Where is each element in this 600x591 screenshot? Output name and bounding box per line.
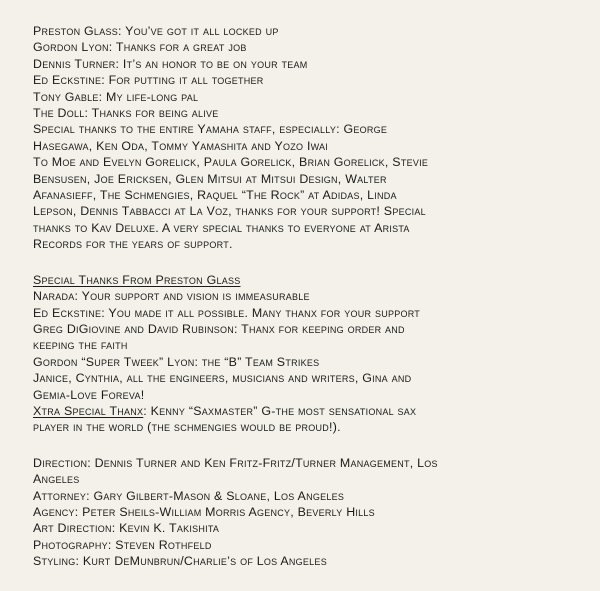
- credit-line: Attorney: Gary Gilbert-Mason & Sloane, Los Angeles: [33, 488, 345, 503]
- xtra-special-thanx-line: [33, 403, 580, 419]
- thanks-line: Records for the years of support.: [33, 237, 233, 252]
- thanks-line: To Moe and Evelyn Gorelick, Paula Gorelick, Brian Gorelick, Stevie: [33, 155, 429, 170]
- thanks-line: Gemia-Love Foreva!: [33, 387, 145, 402]
- credit-line: Direction: Dennis Turner and Ken Fritz-Fritz/Turner Management, Los: [33, 455, 438, 470]
- thanks-line: Dennis Turner: It’s an honor to be on your team: [33, 56, 308, 71]
- thanks-line: Ed Eckstine: You made it all possible. Many thanx for your support: [33, 305, 421, 320]
- thanks-section: [33, 23, 580, 253]
- preston-glass-thanks-section: [33, 272, 580, 436]
- thanks-line: Greg DiGiovine and David Rubinson: Thanx for keeping order and: [33, 321, 405, 336]
- thanks-line: Special thanks to the entire Yamaha staff, especially: George: [33, 122, 388, 137]
- thanks-line: The Doll: Thanks for being alive: [33, 106, 219, 121]
- section-heading: Special Thanks From Preston Glass: [33, 272, 241, 287]
- thanks-line: Tony Gable: My life-long pal: [33, 89, 199, 104]
- thanks-line: Bensusen, Joe Ericksen, Glen Mitsui at Mitsui Design, Walter: [33, 171, 387, 186]
- thanks-line: keeping the faith: [33, 338, 128, 353]
- thanks-line: Narada: Your support and vision is immeasurable: [33, 289, 310, 304]
- thanks-line: Hasegawa, Ken Oda, Tommy Yamashita and Yozo Iwai: [33, 138, 329, 153]
- thanks-line: thanks to Kav Deluxe. A very special thanks to everyone at Arista: [33, 220, 410, 235]
- credit-line: Art Direction: Kevin K. Takishita: [33, 521, 220, 536]
- xtra-special-thanx-text: : Kenny “Saxmaster” G-the most sensational sax: [143, 403, 417, 418]
- credits-section: [33, 455, 580, 570]
- thanks-line: Lepson, Dennis Tabbacci at La Voz, thanks for your support! Special: [33, 204, 426, 219]
- credit-line: Styling: Kurt DeMunbrun/Charlie’s of Los Angeles: [33, 554, 327, 569]
- thanks-line: Preston Glass: You’ve got it all locked up: [33, 24, 279, 38]
- thanks-line: Afanasieff, The Schmengies, Raquel “The Rock” at Adidas, Linda: [33, 188, 397, 203]
- thanks-line: Gordon “Super Tweek” Lyon: the “B” Team Strikes: [33, 354, 320, 369]
- thanks-line: Gordon Lyon: Thanks for a great job: [33, 40, 247, 55]
- thanks-line: Janice, Cynthia, all the engineers, musicians and writers, Gina and: [33, 371, 412, 386]
- credit-line: Angeles: [33, 472, 80, 487]
- thanks-line: player in the world (the schmengies would be proud!).: [33, 420, 341, 435]
- thanks-line: Ed Eckstine: For putting it all together: [33, 73, 264, 88]
- xtra-special-thanx-label: Xtra Special Thanx: [33, 403, 144, 418]
- credit-line: Photography: Steven Rothfeld: [33, 537, 212, 552]
- credit-line: Agency: Peter Sheils-William Morris Agency, Beverly Hills: [33, 504, 375, 519]
